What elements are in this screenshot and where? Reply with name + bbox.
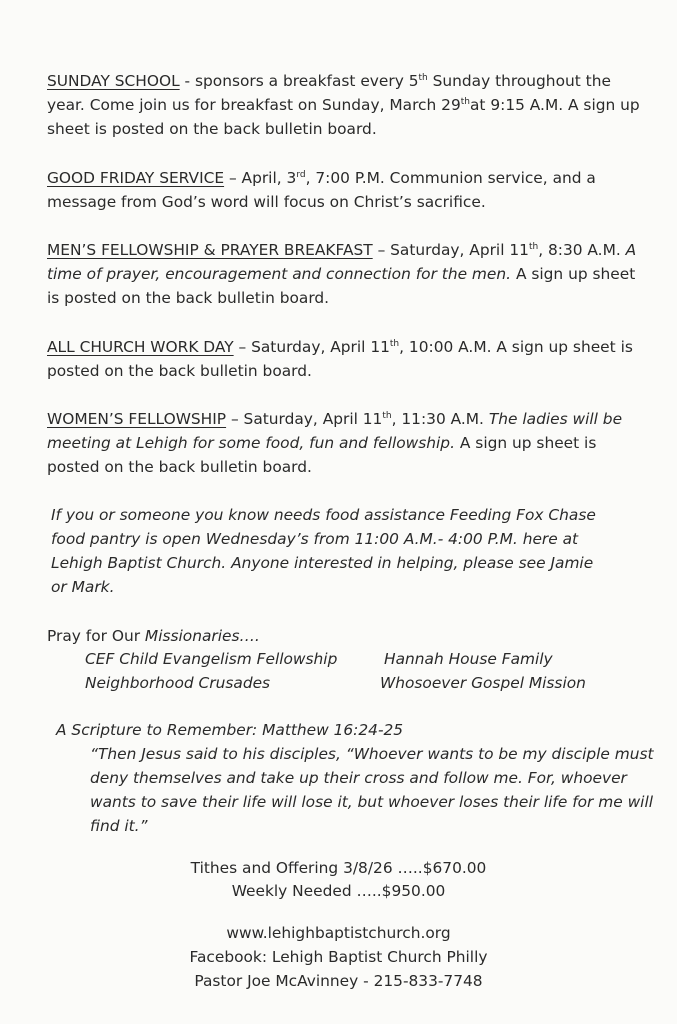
church-website: www.lehighbaptistchurch.org (226, 924, 451, 942)
mens-fellowship-announcement: MEN’S FELLOWSHIP & PRAYER BREAKFAST – Saturday, April 11th, 8:30 A.M. A time of prayer, encouragement and connection for the men. A sign up sheet is posted on the back bulletin board. (47, 241, 637, 307)
missionary-item: CEF Child Evangelism Fellowship (85, 650, 338, 668)
missionary-item: Whosoever Gospel Mission (380, 674, 586, 692)
good-friday-announcement: GOOD FRIDAY SERVICE – April, 3rd, 7:00 P.M. Communion service, and a message from God’s word will focus on Christ’s sacrifice. (47, 169, 596, 211)
work-day-announcement: ALL CHURCH WORK DAY – Saturday, April 11th, 10:00 A.M. A sign up sheet is posted on the back bulletin board. (47, 338, 633, 380)
scripture-label: A Scripture to Remember: Matthew 16:24-25 (56, 721, 404, 739)
scripture-quote: “Then Jesus said to his disciples, “Whoever wants to be my disciple must deny themselves and take up their cross and follow me. For, whoever wants to save their life will lose it, but whoever loses their life for me will find it.” (90, 745, 654, 835)
missionaries-heading: Pray for Our Missionaries…. (47, 627, 260, 645)
scripture-block (56, 718, 656, 838)
facebook-page: Facebook: Lehigh Baptist Church Philly (189, 948, 488, 966)
tithes-offering: Tithes and Offering 3/8/26 …..$670.00 (190, 859, 487, 877)
sunday-school-heading: SUNDAY SCHOOL (47, 72, 180, 90)
womens-fellowship-heading: WOMEN’S FELLOWSHIP (47, 410, 227, 428)
weekly-needed: Weekly Needed …..$950.00 (231, 882, 446, 900)
womens-fellowship-announcement: WOMEN’S FELLOWSHIP – Saturday, April 11th, 11:30 A.M. The ladies will be meeting at Lehigh for some food, fun and fellowship. A sign up sheet is posted on the back bulletin board. (47, 410, 623, 476)
missionary-item: Neighborhood Crusades (85, 674, 271, 692)
missionary-item: Hannah House Family (384, 650, 553, 668)
pastor-contact: Pastor Joe McAvinney - 215-833-7748 (194, 972, 483, 990)
good-friday-heading: GOOD FRIDAY SERVICE (47, 169, 225, 187)
work-day-heading: ALL CHURCH WORK DAY (47, 338, 234, 356)
mens-fellowship-heading: MEN’S FELLOWSHIP & PRAYER BREAKFAST (47, 241, 373, 259)
sunday-school-announcement: SUNDAY SCHOOL - sponsors a breakfast every 5th Sunday throughout the year. Come join us for breakfast on Sunday, March 29that 9:15 A.M. A sign up sheet is posted on the back bulletin board. (47, 72, 640, 138)
food-pantry-notice: If you or someone you know needs food assistance Feeding Fox Chase food pantry is open Wednesday’s from 11:00 A.M.- 4:00 P.M. here at Lehigh Baptist Church. Anyone interested in helping, please see Jamie or Mark. (51, 506, 596, 596)
